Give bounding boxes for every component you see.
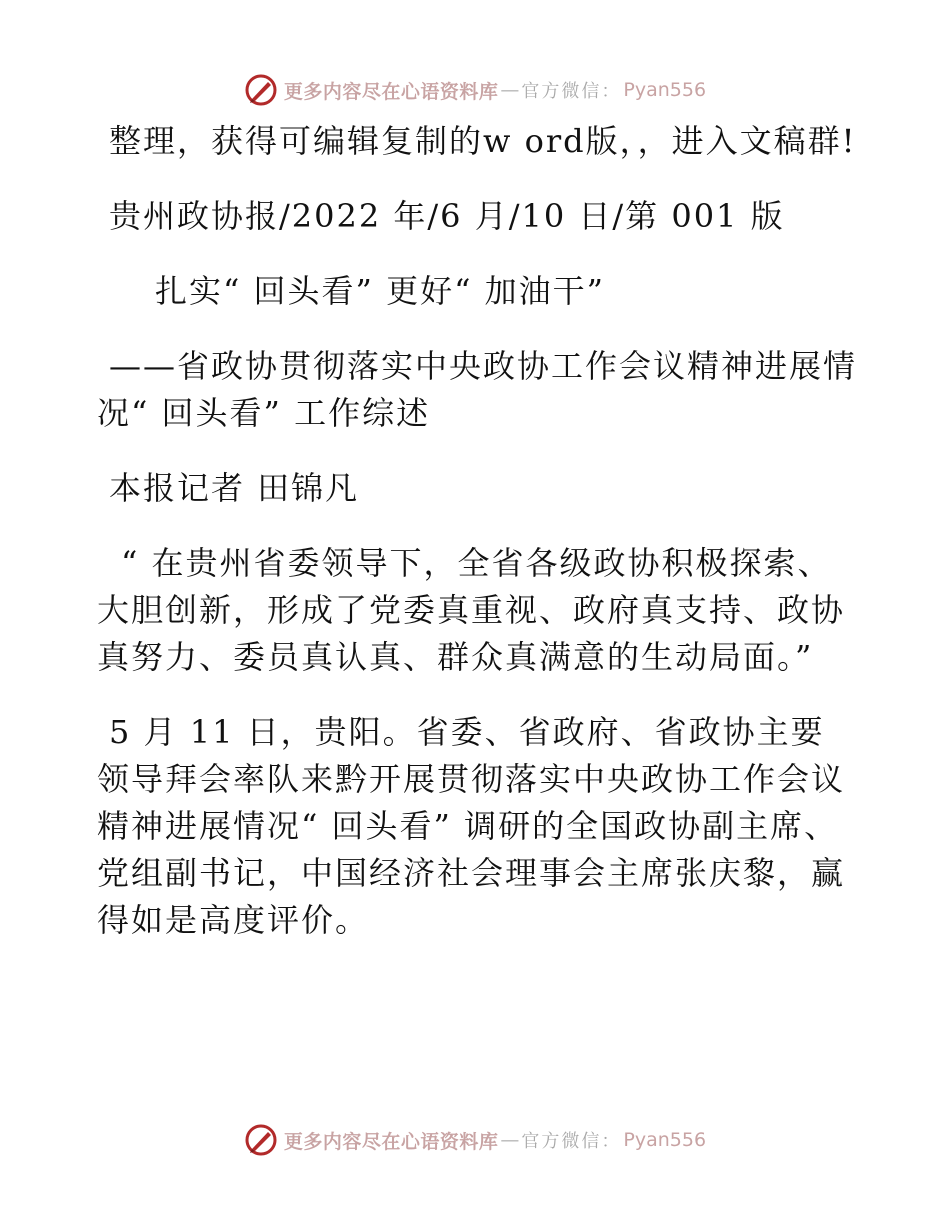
byline: 本报记者 田锦凡 [109, 469, 360, 507]
article-title: 扎实“ 回头看” 更好“ 加油干” [155, 272, 605, 310]
article-subtitle: ——省政协贯彻落实中央政协工作会议精神进展情况“ 回头看” 工作综述 [97, 347, 858, 432]
watermark-main-text: 更多内容尽在心语资料库 [283, 1130, 499, 1153]
header-watermark [0, 70, 950, 110]
watermark-main-text: 更多内容尽在心语资料库 [283, 80, 499, 103]
watermark-wechat-id: Pyan556 [623, 1129, 707, 1151]
watermark-official-label: 官方微信： [521, 1131, 622, 1152]
watermark-dash: — [500, 79, 520, 101]
pen-logo-icon [244, 73, 278, 107]
pen-logo-icon [244, 1123, 278, 1157]
watermark-dash: — [500, 1129, 520, 1151]
quote-paragraph: “ 在贵州省委领导下，全省各级政协积极探索、大胆创新，形成了党委真重视、政府真支持、政协真努力、委员真认真、群众真满意的生动局面。” [97, 544, 846, 676]
source-line: 贵州政协报/2022 年/6 月/10 日/第 001 版 [109, 197, 785, 235]
footer-watermark [0, 1120, 950, 1160]
intro-paragraph: 整理，获得可编辑复制的w ord版，，进入文稿群! [109, 122, 857, 160]
body-paragraph: 5 月 11 日，贵阳。省委、省政府、省政协主要领导拜会率队来黔开展贯彻落实中央政协工作会议精神进展情况“ 回头看” 调研的全国政协副主席、党组副书记，中国经济社会理事会主席张庆黎，赢得如是高度评价。 [97, 713, 846, 939]
watermark-wechat-id: Pyan556 [623, 79, 707, 101]
watermark-official-label: 官方微信： [521, 81, 622, 102]
document-body [97, 118, 857, 972]
